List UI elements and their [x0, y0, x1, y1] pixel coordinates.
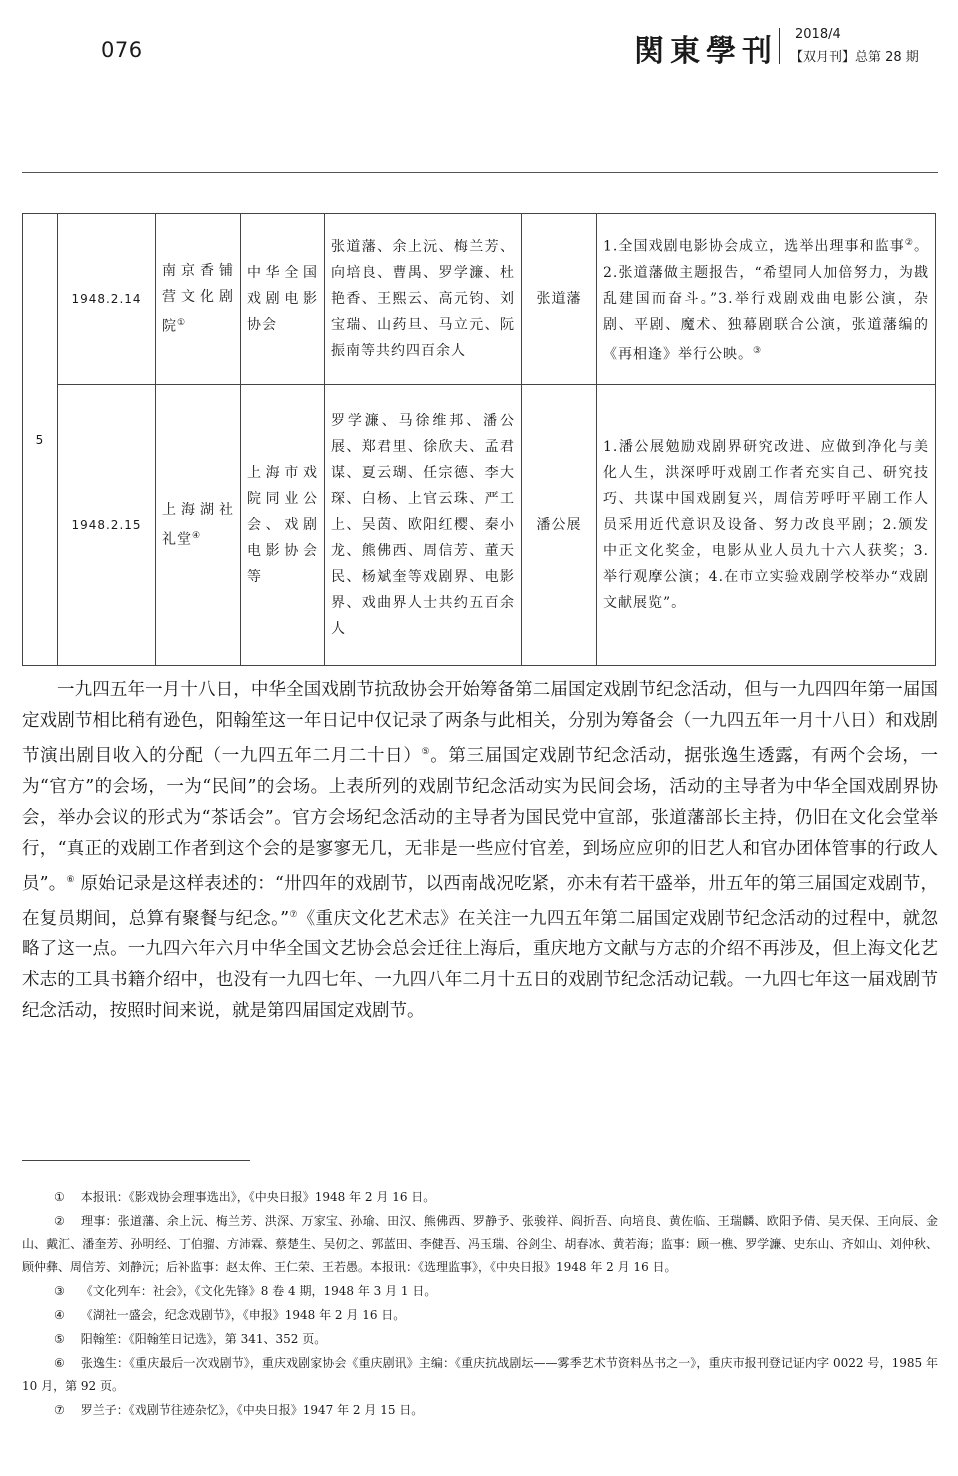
- journal-title: 関東學刊: [634, 34, 778, 69]
- footnote: [22, 1328, 938, 1351]
- footnotes: [22, 1186, 938, 1423]
- body-text: [22, 675, 938, 1027]
- footnote-mark: ①: [54, 1190, 65, 1204]
- footnote-mark: ②: [54, 1214, 66, 1228]
- footnote: [22, 1399, 938, 1422]
- footnote-mark: ⑦: [54, 1403, 65, 1417]
- event-venue: [156, 214, 241, 385]
- footnote-text: 《湖社一盛会，纪念戏剧节》，《申报》1948 年 2 月 16 日。: [80, 1308, 406, 1322]
- paragraph-text: 《重庆文化艺术志》在关注一九四五年第二届国定戏剧节纪念活动的过程中，就忽略了这一点。一九四六年六月中华全国文艺协会总会迁往上海后，重庆地方文献与方志的介绍不再涉及，但上海文化艺术志的工具书籍介绍中，也没有一九四七年、一九四八年二月十五日的戏剧节纪念活动记载。一九四七年这一届戏剧节纪念活动，按照时间来说，就是第四届国定戏剧节。: [22, 908, 938, 1022]
- footnote-text: 理事：张道藩、余上沅、梅兰芳、洪深、万家宝、孙瑜、田汉、熊佛西、罗静予、张骏祥、阎折吾、向培良、黄佐临、王瑞麟、欧阳予倩、吴天保、王向辰、金山、戴汇、潘奎芳、孙明经、丁伯骝、方沛霖、蔡楚生、吴仞之、郭蓝田、李健吾、冯玉瑞、谷剑尘、胡春冰、黄若海；监事：顾一樵、罗学濂、史东山、齐如山、刘仲秋、顾仲彝、周信芳、刘静沅；后补监事：赵太侔、王仁荣、王若愚。本报讯：《选理监事》，《中央日报》1948 年 2 月 16 日。: [22, 1214, 938, 1274]
- table-row: [23, 385, 936, 666]
- footnote-text: 阳翰笙：《阳翰笙日记选》，第 341、352 页。: [80, 1332, 327, 1346]
- activity-text: 。2.张道藩做主题报告，“希望同人加倍努力，为戡乱建国而奋斗。”3.举行戏剧戏曲电影公演，杂剧、平剧、魔术、独幕剧联合公演，张道藩编的《再相逢》举行公映。: [603, 239, 930, 363]
- footnote-text: 罗兰子：《戏剧节往迹杂忆》，《中央日报》1947 年 2 月 15 日。: [80, 1403, 424, 1417]
- paragraph-text: 原始记录是这样表述的：“卅四年的戏剧节，以西南战况吃紧，亦未有若干盛举，卅五年的第三届国定戏剧节，在复员期间，总算有聚餐与纪念。”: [22, 873, 938, 929]
- footnote-ref: ④: [192, 531, 202, 542]
- header-rule: [22, 172, 938, 173]
- header-divider: [779, 28, 780, 64]
- footnote-ref: ⑥: [66, 874, 75, 885]
- event-attendees: 张道藩、余上沅、梅兰芳、向培良、曹禺、罗学濂、杜艳香、王熙云、高元钧、刘宝瑞、山药旦、马立元、阮振南等共约四百余人: [325, 214, 522, 385]
- event-venue: [156, 385, 241, 666]
- footnote-ref: ③: [753, 346, 763, 356]
- footnote: [22, 1280, 938, 1303]
- paragraph-text: 一九四五年一月十八日，中华全国戏剧节抗敌协会开始筹备第二届国定戏剧节纪念活动，但与一九四四年第一届国定戏剧节相比稍有逊色，阳翰笙这一年日记中仅记录了两条与此相关，分别为筹备会（一九四五年一月十八日）和戏剧节演出剧目收入的分配（一九四五年二月二十日）: [22, 680, 938, 766]
- footnote: [22, 1352, 938, 1398]
- footnote-ref: ②: [904, 238, 915, 249]
- event-organizer: 上海市戏院同业公会、戏剧电影协会等: [241, 385, 325, 666]
- event-activities: [597, 214, 936, 385]
- issue-date: 2018/4: [795, 27, 841, 42]
- footnote-mark: ⑥: [54, 1356, 65, 1370]
- page-header: [0, 0, 958, 175]
- event-activities: 1.潘公展勉励戏剧界研究改进、应做到净化与美化人生，洪深呼吁戏剧工作者充实自己、研究技巧、共谋中国戏剧复兴，周信芳呼吁平剧工作人员采用近代意识及设备、努力改良平剧；2.颁发中正文化奖金，电影从业人员九十六人获奖；3.举行观摩公演；4.在市立实验戏剧学校举办“戏剧文献展览”。: [597, 385, 936, 666]
- activity-text: 1.全国戏剧电影协会成立，选举出理事和监事: [603, 239, 905, 255]
- issue-number: 【双月刊】总第 28 期: [790, 50, 919, 65]
- event-date: 1948.2.14: [58, 214, 156, 385]
- footnote-text: 张逸生：《重庆最后一次戏剧节》，重庆戏剧家协会《重庆剧讯》主编：《重庆抗战剧坛——雾季艺术节资料丛书之一》，重庆市报刊登记证内字 0022 号，1985 年 10 月，第 92 页。: [22, 1356, 938, 1393]
- paragraph-text: 。第三届国定戏剧节纪念活动，据张逸生透露，有两个会场，一为“官方”的会场，一为“民间”的会场。上表所列的戏剧节纪念活动实为民间会场，活动的主导者为中华全国戏剧界协会，举办会议的形式为“茶话会”。官方会场纪念活动的主导者为国民党中宣部，张道藩部长主持，仍旧在文化会堂举行，“真正的戏剧工作者到这个会的是寥寥无几，无非是一些应付官差，到场应应卯的旧艺人和官办团体管事的行政人员”。: [22, 745, 938, 894]
- footnote-mark: ⑤: [54, 1332, 65, 1346]
- events-table: [22, 213, 936, 666]
- event-host: 张道藩: [522, 214, 597, 385]
- table-row: [23, 214, 936, 385]
- event-organizer: 中华全国戏剧电影协会: [241, 214, 325, 385]
- footnote: [22, 1186, 938, 1209]
- footnote-ref: ⑤: [421, 747, 431, 757]
- footnote-text: 《文化列车：社会》，《文化先锋》8 卷 4 期，1948 年 3 月 1 日。: [80, 1284, 437, 1298]
- venue-text: 上海湖社礼堂: [162, 502, 234, 548]
- page-number: 076: [101, 38, 143, 62]
- footnote-ref: ①: [177, 318, 187, 329]
- footnote: [22, 1210, 938, 1279]
- footnote-text: 本报讯：《影戏协会理事选出》，《中央日报》1948 年 2 月 16 日。: [80, 1190, 436, 1204]
- group-number: 5: [23, 214, 58, 666]
- event-date: 1948.2.15: [58, 385, 156, 666]
- event-attendees: 罗学濂、马徐维邦、潘公展、郑君里、徐欣夫、孟君谋、夏云瑚、任宗德、李大琛、白杨、上官云珠、严工上、吴茵、欧阳红樱、秦小龙、熊佛西、周信芳、董天民、杨斌奎等戏剧界、电影界、戏曲界人士共约五百余人: [325, 385, 522, 666]
- footnote-mark: ③: [54, 1284, 65, 1298]
- event-host: 潘公展: [522, 385, 597, 666]
- footnote-rule: [22, 1160, 250, 1161]
- footnote: [22, 1304, 938, 1327]
- footnote-mark: ④: [54, 1308, 65, 1322]
- footnote-ref: ⑦: [289, 909, 298, 920]
- paragraph: [22, 675, 938, 1027]
- venue-text: 南京香铺营文化剧院: [162, 263, 234, 335]
